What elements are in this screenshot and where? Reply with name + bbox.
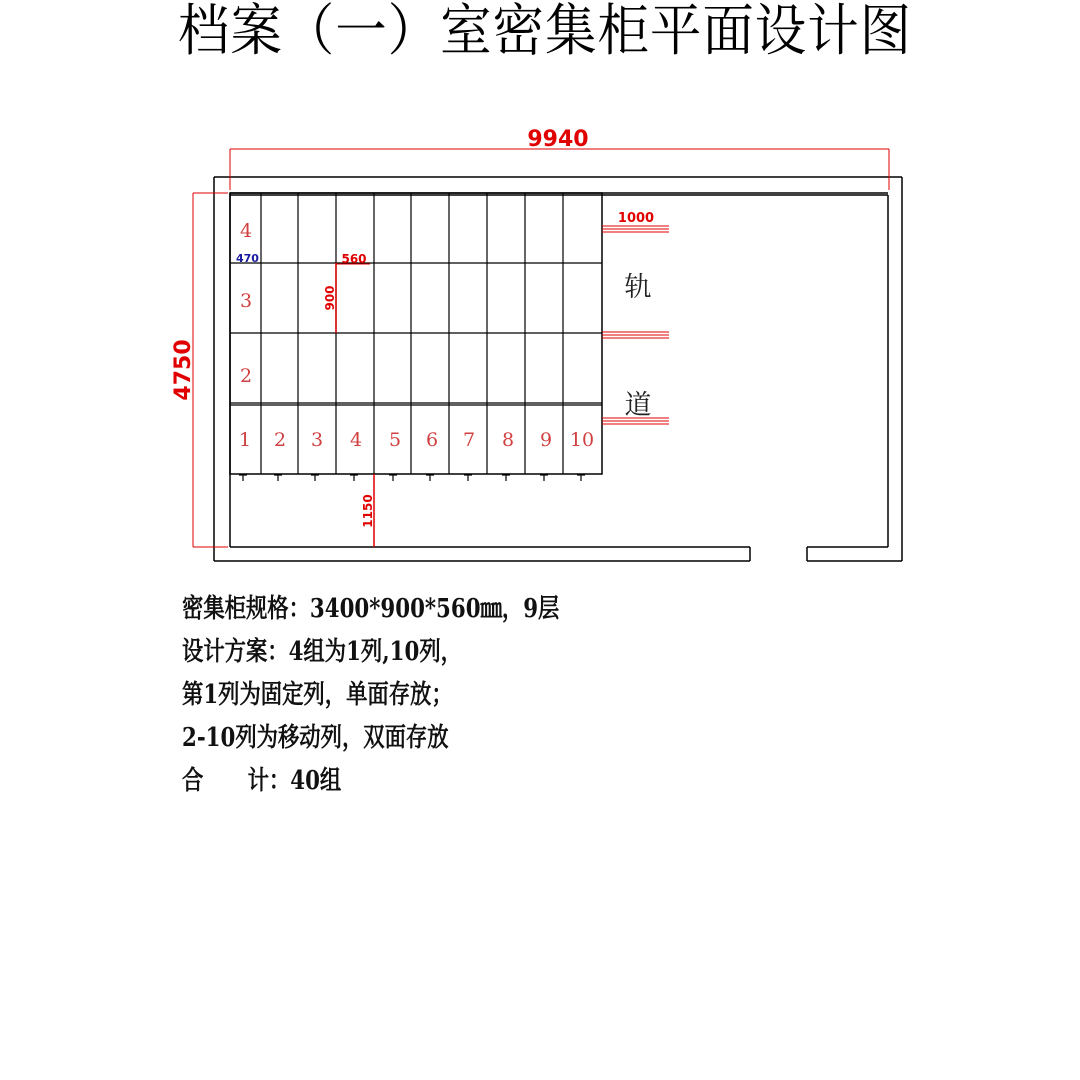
column-width-label: 560: [341, 252, 367, 266]
note-total-label-end: 计：40组: [247, 766, 342, 796]
design-notes: [182, 588, 559, 803]
column-label-10: 10: [569, 429, 595, 451]
width-dimension-label: 9940: [527, 127, 589, 152]
column-label-2: 2: [273, 429, 287, 451]
note-mobile-columns: 2-10列为移动列，双面存放: [182, 723, 449, 753]
side-gap-label: 470: [236, 252, 259, 265]
depth-dimension: [171, 193, 228, 547]
rail-end-markers: [239, 475, 585, 481]
column-labels: [239, 429, 594, 451]
note-scheme: 设计方案：4组为1列,10列，: [182, 637, 462, 667]
group-depth-label: 900: [323, 285, 337, 311]
column-label-3: 3: [310, 429, 324, 451]
row-label-2: 2: [239, 365, 253, 387]
column-label-4: 4: [349, 429, 363, 451]
note-total: [182, 760, 559, 803]
note-total-label-start: 合: [182, 766, 204, 796]
width-dimension: [230, 127, 889, 190]
room-walls: [214, 177, 902, 561]
column-label-6: 6: [425, 429, 439, 451]
depth-dimension-label: 4750: [171, 339, 196, 401]
row-label-4: 4: [239, 220, 253, 242]
column-label-8: 8: [501, 429, 515, 451]
row-label-3: 3: [239, 290, 253, 312]
front-aisle-label: 1150: [361, 494, 375, 528]
rail-label-1: 轨: [624, 272, 652, 303]
rail-label-2: 道: [624, 390, 652, 421]
page-title: 档案（一）室密集柜平面设计图: [177, 0, 913, 64]
column-label-5: 5: [388, 429, 402, 451]
column-label-7: 7: [462, 429, 476, 451]
row-labels: [240, 220, 252, 387]
rail-aisle: [602, 211, 669, 424]
note-spec: 密集柜规格：3400*900*560㎜，9层: [182, 594, 560, 624]
inner-dimensions: [236, 252, 375, 547]
aisle-width-label: 1000: [617, 211, 655, 226]
column-label-9: 9: [539, 429, 553, 451]
column-label-1: 1: [238, 429, 252, 451]
note-fixed-column: 第1列为固定列，单面存放；: [182, 680, 453, 710]
